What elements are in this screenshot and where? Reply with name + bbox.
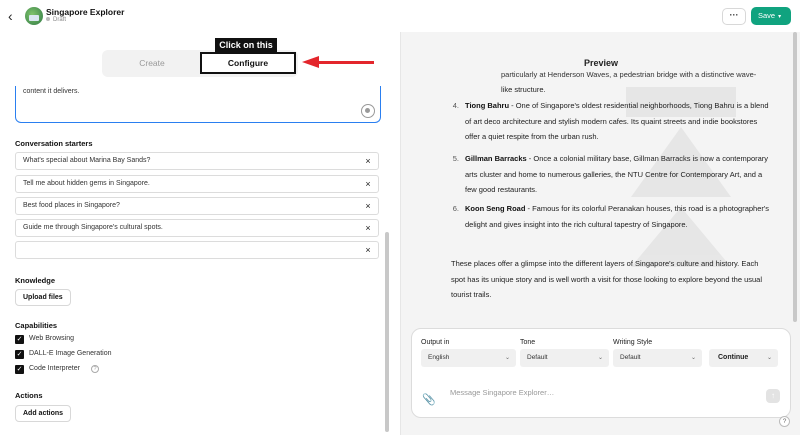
starter-field[interactable] xyxy=(15,175,379,193)
list-item-text: - Famous for its colorful Peranakan houses, this road is a photographer's delight and gives insight into the rich cultural tapestry of Singapore. xyxy=(465,204,770,229)
starter-field-empty[interactable] xyxy=(15,241,379,259)
continue-label: Continue xyxy=(718,354,749,361)
preview-title: Preview xyxy=(583,58,619,68)
message-input[interactable] xyxy=(450,384,750,400)
starter-text: Guide me through Singapore's cultural spots. xyxy=(23,224,163,231)
tone-select[interactable] xyxy=(520,349,609,367)
continue-button[interactable] xyxy=(709,349,778,367)
list-item-text: - Once a colonial military base, Gillman Barracks is now a contemporary arts cluster and home to numerous galleries, the NTU Centre for Contemporary Art, and a few good restaurants. xyxy=(465,154,769,194)
tab-configure[interactable]: Configure xyxy=(200,52,296,74)
starter-text: Best food places in Singapore? xyxy=(23,202,120,209)
output-language-select[interactable] xyxy=(421,349,516,367)
starter-field[interactable] xyxy=(15,197,379,215)
starter-field[interactable] xyxy=(15,152,379,170)
chat-partial-line: like structure. xyxy=(501,85,546,94)
writing-style-select[interactable] xyxy=(613,349,702,367)
output-language-label: Output in xyxy=(421,339,450,346)
checkbox-checked[interactable]: ✓ xyxy=(16,351,23,358)
output-language-value: English xyxy=(428,354,450,361)
preview-scrollbar[interactable] xyxy=(793,32,797,322)
remove-icon[interactable]: × xyxy=(365,245,371,255)
capability-label: Web Browsing xyxy=(29,335,75,342)
back-arrow-icon[interactable]: ‹ xyxy=(8,8,13,24)
tone-value: Default xyxy=(527,354,548,361)
conversation-starters-label: Conversation starters xyxy=(15,139,93,148)
mode-tabs xyxy=(102,50,298,77)
top-bar xyxy=(0,0,800,32)
list-item-number: 4. xyxy=(452,101,459,110)
list-item-text: - One of Singapore's oldest residential neighborhoods, Tiong Bahru is a blend of art deco architecture and stylish modern cafes. Its quaint streets and indie bookstores offer a quiet respite from the urban rush. xyxy=(465,101,769,141)
annotation-callout: Click on this xyxy=(215,38,277,52)
writing-style-value: Default xyxy=(620,354,641,361)
send-button[interactable]: ↑ xyxy=(766,389,780,403)
remove-icon[interactable]: × xyxy=(365,179,371,189)
annotation-arrow-icon xyxy=(302,56,319,68)
list-item-body xyxy=(465,201,773,232)
checkbox-checked[interactable]: ✓ xyxy=(16,366,23,373)
knowledge-label: Knowledge xyxy=(15,276,56,285)
tab-create[interactable]: Create xyxy=(139,58,165,68)
chevron-down-icon: ▾ xyxy=(778,14,782,20)
gpt-status-label: Draft xyxy=(53,17,67,23)
chat-transcript xyxy=(449,70,789,326)
checkbox-checked[interactable]: ✓ xyxy=(16,336,23,343)
chevron-down-icon: ⌄ xyxy=(504,355,510,361)
gpt-avatar xyxy=(25,7,43,25)
gpt-name: Singapore Explorer xyxy=(46,7,125,17)
starter-text: What's special about Marina Bay Sands? xyxy=(23,157,151,164)
starter-text: Tell me about hidden gems in Singapore. xyxy=(23,180,150,187)
help-icon[interactable]: ? xyxy=(91,365,99,373)
enhance-icon[interactable] xyxy=(361,104,375,118)
upload-files-button[interactable]: Upload files xyxy=(15,289,71,306)
chat-summary: These places offer a glimpse into the different layers of Singapore's culture and history. Each spot has its unique story and is well worth a visit for those looking to explore beyond the usual tourist trails. xyxy=(451,259,763,299)
help-icon[interactable]: ? xyxy=(779,416,790,427)
instructions-text: content it delivers. xyxy=(23,88,80,95)
remove-icon[interactable]: × xyxy=(365,156,371,166)
list-item-number: 5. xyxy=(452,154,459,163)
remove-icon[interactable]: × xyxy=(365,201,371,211)
left-scrollbar[interactable] xyxy=(385,232,389,432)
list-item-number: 6. xyxy=(452,204,459,213)
save-button[interactable] xyxy=(751,7,791,25)
chevron-down-icon: ⌄ xyxy=(690,355,696,361)
writing-style-label: Writing Style xyxy=(613,339,653,346)
list-item-title: Gillman Barracks xyxy=(465,154,527,163)
list-item-body xyxy=(465,98,773,145)
chevron-down-icon: ⌄ xyxy=(597,355,603,361)
editor-panel xyxy=(0,32,400,435)
capability-label: Code Interpreter xyxy=(29,365,80,372)
save-button-label: Save xyxy=(758,11,776,20)
remove-icon[interactable]: × xyxy=(365,223,371,233)
capabilities-label: Capabilities xyxy=(15,321,58,330)
list-item-title: Koon Seng Road xyxy=(465,204,526,213)
tone-label: Tone xyxy=(520,339,536,346)
add-actions-button[interactable]: Add actions xyxy=(15,405,71,422)
chat-partial-line: particularly at Henderson Waves, a pedestrian bridge with a distinctive wave- xyxy=(501,70,757,79)
capability-label: DALL-E Image Generation xyxy=(29,350,112,357)
preview-panel xyxy=(400,32,800,435)
more-options-button[interactable]: ··· xyxy=(722,8,746,25)
message-composer xyxy=(411,328,791,418)
starter-field[interactable] xyxy=(15,219,379,237)
paperclip-icon[interactable]: 📎 xyxy=(422,394,436,406)
chevron-down-icon: ⌄ xyxy=(766,355,772,361)
actions-label: Actions xyxy=(15,391,43,400)
list-item-body xyxy=(465,151,773,198)
gpt-status xyxy=(46,17,66,23)
annotation-arrow-shaft xyxy=(318,61,374,64)
list-item-title: Tiong Bahru xyxy=(465,101,510,110)
instructions-textarea[interactable] xyxy=(15,86,381,123)
status-dot-icon xyxy=(46,17,50,21)
